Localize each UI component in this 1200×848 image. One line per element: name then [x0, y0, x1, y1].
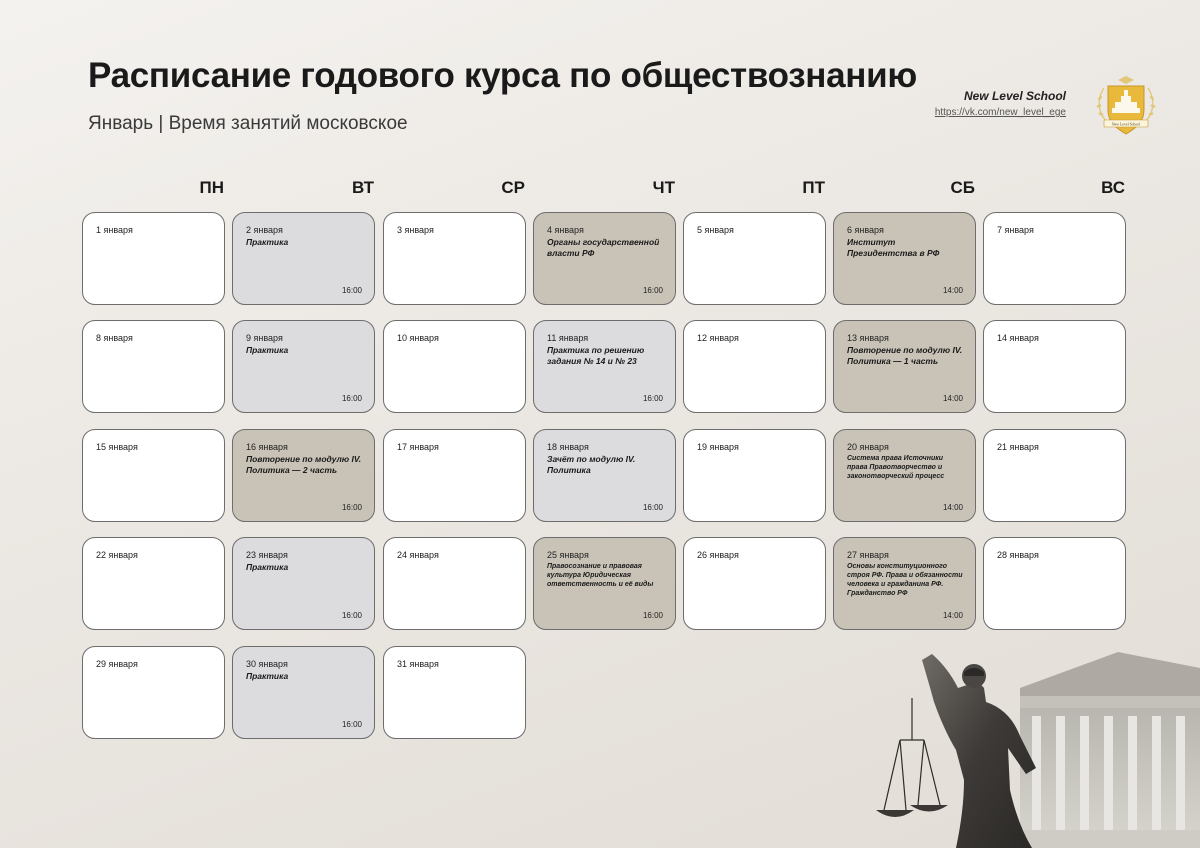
day-time: 14:00 — [942, 503, 963, 512]
weekday-label: СБ — [950, 178, 975, 197]
day-date: 29 января — [96, 659, 138, 669]
day-event: Практика — [246, 671, 289, 681]
day-time: 16:00 — [642, 394, 663, 403]
day-cell[interactable] — [232, 212, 375, 305]
day-event: Практика — [246, 345, 289, 355]
day-date: 22 января — [96, 550, 138, 560]
school-logo-icon — [1090, 68, 1162, 140]
day-time: 16:00 — [341, 286, 362, 295]
day-cell[interactable] — [82, 212, 225, 305]
day-date: 1 января — [96, 225, 133, 235]
day-date: 17 января — [397, 442, 439, 452]
day-event: Практика — [246, 562, 289, 572]
day-date: 15 января — [96, 442, 138, 452]
day-event: Повторение по модулю IV. Политика — 2 часть — [246, 454, 362, 476]
day-cell[interactable] — [82, 320, 225, 413]
themis-statue-courthouse-image — [860, 640, 1200, 848]
weekday-label: ПТ — [802, 178, 825, 197]
day-date: 16 января — [246, 442, 288, 452]
day-cell[interactable] — [983, 429, 1126, 522]
page-title: Расписание годового курса по обществознанию — [88, 56, 917, 95]
page-subtitle: Январь | Время занятий московское — [88, 113, 408, 134]
day-date: 9 января — [246, 333, 283, 343]
day-date: 11 января — [547, 333, 589, 343]
day-time: 16:00 — [642, 286, 663, 295]
day-cell[interactable] — [983, 320, 1126, 413]
day-cell[interactable] — [232, 320, 375, 413]
day-date: 31 января — [397, 659, 439, 669]
day-date: 20 января — [847, 442, 889, 452]
day-date: 14 января — [997, 333, 1039, 343]
day-cell[interactable] — [383, 537, 526, 630]
brand-name: New Level School — [963, 89, 1066, 103]
day-event: Практика по решению задания № 14 и № 23 — [547, 345, 645, 367]
day-date: 18 января — [547, 442, 589, 452]
day-event: Зачёт по модулю IV. Политика — [547, 454, 636, 476]
day-cell[interactable] — [232, 429, 375, 522]
day-time: 16:00 — [642, 611, 663, 620]
day-date: 23 января — [246, 550, 288, 560]
day-time: 14:00 — [942, 611, 963, 620]
day-date: 6 января — [847, 225, 884, 235]
day-date: 4 января — [547, 225, 584, 235]
day-cell[interactable] — [833, 429, 976, 522]
day-time: 16:00 — [341, 611, 362, 620]
day-event: Правосознание и правовая культура Юридическая ответственность и её виды — [547, 563, 654, 589]
day-cell[interactable] — [383, 646, 526, 739]
day-date: 28 января — [997, 550, 1039, 560]
day-time: 14:00 — [942, 394, 963, 403]
day-time: 16:00 — [341, 394, 362, 403]
day-cell[interactable] — [82, 429, 225, 522]
day-date: 19 января — [697, 442, 739, 452]
day-date: 8 января — [96, 333, 133, 343]
brand-link[interactable]: https://vk.com/new_level_ege — [934, 107, 1066, 118]
day-cell[interactable] — [833, 537, 976, 630]
day-cell[interactable] — [533, 537, 676, 630]
day-date: 3 января — [397, 225, 434, 235]
day-cell[interactable] — [683, 212, 826, 305]
day-date: 7 января — [997, 225, 1034, 235]
weekday-label: ПН — [199, 178, 224, 197]
day-date: 5 января — [697, 225, 734, 235]
day-event: Практика — [246, 237, 289, 247]
day-cell[interactable] — [683, 320, 826, 413]
day-time: 14:00 — [942, 286, 963, 295]
day-cell[interactable] — [833, 212, 976, 305]
day-date: 30 января — [246, 659, 288, 669]
weekday-label: СР — [501, 178, 525, 197]
day-cell[interactable] — [82, 646, 225, 739]
day-cell[interactable] — [232, 537, 375, 630]
day-event: Основы конституционного строя РФ. Права и обязанности человека и гражданина РФ. Гражданство РФ — [847, 563, 963, 598]
day-cell[interactable] — [383, 320, 526, 413]
day-date: 26 января — [697, 550, 739, 560]
weekday-label: ВС — [1101, 178, 1125, 197]
day-time: 16:00 — [341, 720, 362, 729]
day-cell[interactable] — [383, 429, 526, 522]
day-cell[interactable] — [82, 537, 225, 630]
day-date: 12 января — [697, 333, 739, 343]
day-event: Система права Источники права Правотворчество и законотворческий процесс — [847, 455, 945, 481]
day-date: 13 января — [847, 333, 889, 343]
day-time: 16:00 — [642, 503, 663, 512]
day-date: 10 января — [397, 333, 439, 343]
day-date: 24 января — [397, 550, 439, 560]
day-cell[interactable] — [683, 429, 826, 522]
day-time: 16:00 — [341, 503, 362, 512]
day-date: 27 января — [847, 550, 889, 560]
day-cell[interactable] — [533, 212, 676, 305]
day-cell[interactable] — [533, 320, 676, 413]
day-cell[interactable] — [383, 212, 526, 305]
weekday-label: ЧТ — [652, 178, 675, 197]
day-cell[interactable] — [232, 646, 375, 739]
day-event: Органы государственной власти РФ — [547, 237, 660, 259]
day-date: 25 января — [547, 550, 589, 560]
day-cell[interactable] — [983, 212, 1126, 305]
day-date: 21 января — [997, 442, 1039, 452]
day-event: Повторение по модулю IV. Политика — 1 часть — [847, 345, 963, 367]
day-date: 2 января — [246, 225, 283, 235]
weekday-label: ВТ — [351, 178, 374, 197]
day-cell[interactable] — [533, 429, 676, 522]
day-cell[interactable] — [833, 320, 976, 413]
day-event: Институт Президентства в РФ — [847, 237, 940, 259]
day-cell[interactable] — [983, 537, 1126, 630]
day-cell[interactable] — [683, 537, 826, 630]
logo-text: New Level School — [1111, 122, 1141, 127]
brand-block — [935, 89, 1066, 118]
